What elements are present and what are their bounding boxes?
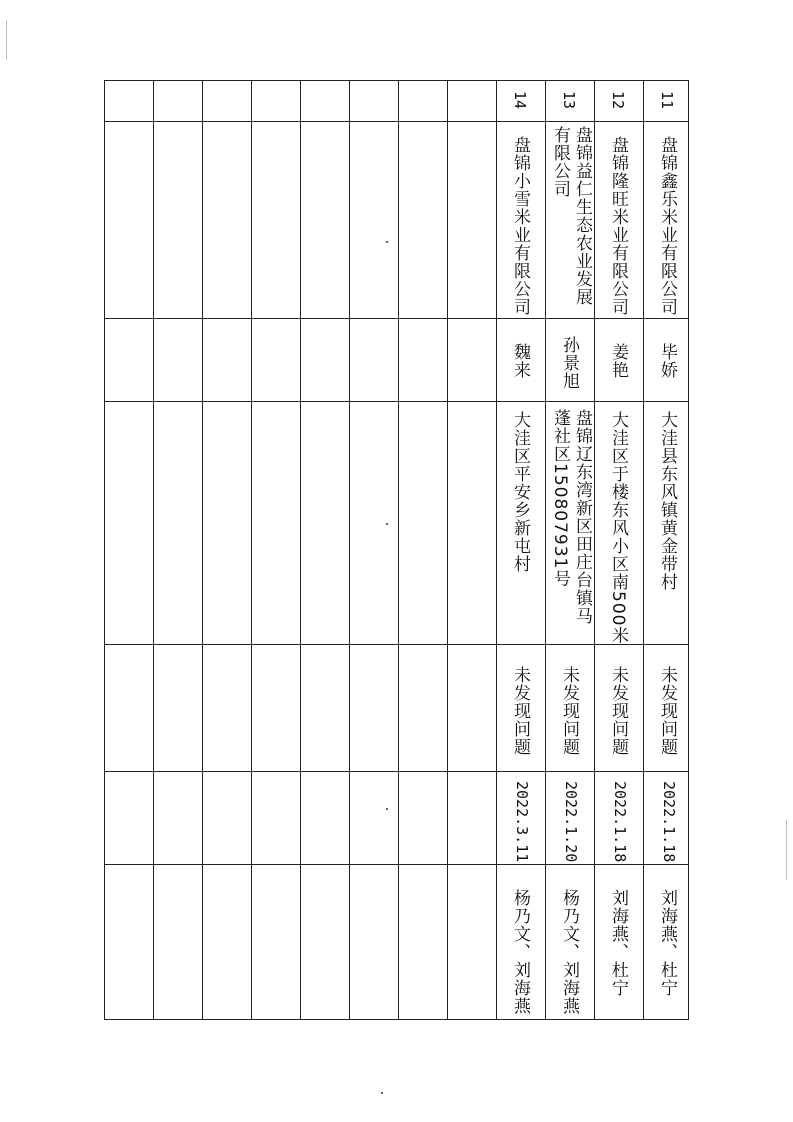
contact-person: 魏来 (510, 343, 530, 379)
row-divider (251, 81, 252, 1019)
row-divider (202, 81, 203, 1019)
field-divider (105, 644, 688, 645)
address: 大洼区于楼东风小区南500米 (608, 411, 628, 645)
scan-speck (386, 523, 388, 525)
inspectors: 杨乃文、刘海燕 (510, 889, 530, 1015)
row-divider (643, 81, 644, 1019)
inspection-result: 未发现问题 (559, 666, 579, 756)
inspection-result: 未发现问题 (657, 666, 677, 756)
inspection-date: 2022.1.20 (562, 781, 580, 863)
inspection-result: 未发现问题 (510, 666, 530, 756)
inspectors: 刘海燕、杜宁 (608, 889, 628, 997)
row-divider (545, 81, 546, 1019)
contact-person: 毕娇 (657, 343, 677, 379)
field-divider (105, 318, 688, 319)
scan-speck (386, 808, 388, 810)
inspectors: 杨乃文、刘海燕 (559, 889, 579, 1015)
inspection-result: 未发现问题 (608, 666, 628, 756)
field-divider (105, 864, 688, 865)
scan-edge-mark (786, 820, 787, 880)
row-divider (594, 81, 595, 1019)
scan-speck (386, 241, 388, 243)
address: 大洼县东风镇黄金带村 (657, 411, 677, 591)
row-number: 14 (511, 91, 529, 110)
address: 盘锦辽东湾新区田庄台镇马蓬社区150807931号 (550, 409, 592, 625)
contact-person: 姜艳 (608, 343, 628, 379)
scan-speck (381, 1092, 383, 1094)
row-divider (153, 81, 154, 1019)
field-divider (105, 121, 688, 122)
inspection-date: 2022.3.11 (513, 781, 531, 863)
company-name: 盘锦鑫乐米业有限公司 (657, 136, 677, 316)
row-divider (447, 81, 448, 1019)
field-divider (105, 771, 688, 772)
company-name: 盘锦隆旺米业有限公司 (608, 136, 628, 316)
company-name: 盘锦益仁生态农业发展有限公司 (550, 126, 592, 306)
scan-edge-mark (6, 20, 7, 60)
row-divider (496, 81, 497, 1019)
field-divider (105, 401, 688, 402)
row-divider (349, 81, 350, 1019)
row-number: 13 (560, 91, 578, 110)
row-divider (300, 81, 301, 1019)
row-number: 11 (658, 91, 676, 110)
inspection-date: 2022.1.18 (611, 781, 629, 863)
address: 大洼区平安乡新屯村 (510, 411, 530, 573)
company-name: 盘锦小雪米业有限公司 (510, 136, 530, 316)
inspectors: 刘海燕、杜宁 (657, 889, 677, 997)
row-divider (398, 81, 399, 1019)
row-number: 12 (609, 91, 627, 110)
contact-person: 孙景旭 (559, 336, 579, 390)
inspection-table (104, 80, 689, 1020)
inspection-date: 2022.1.18 (660, 781, 678, 863)
